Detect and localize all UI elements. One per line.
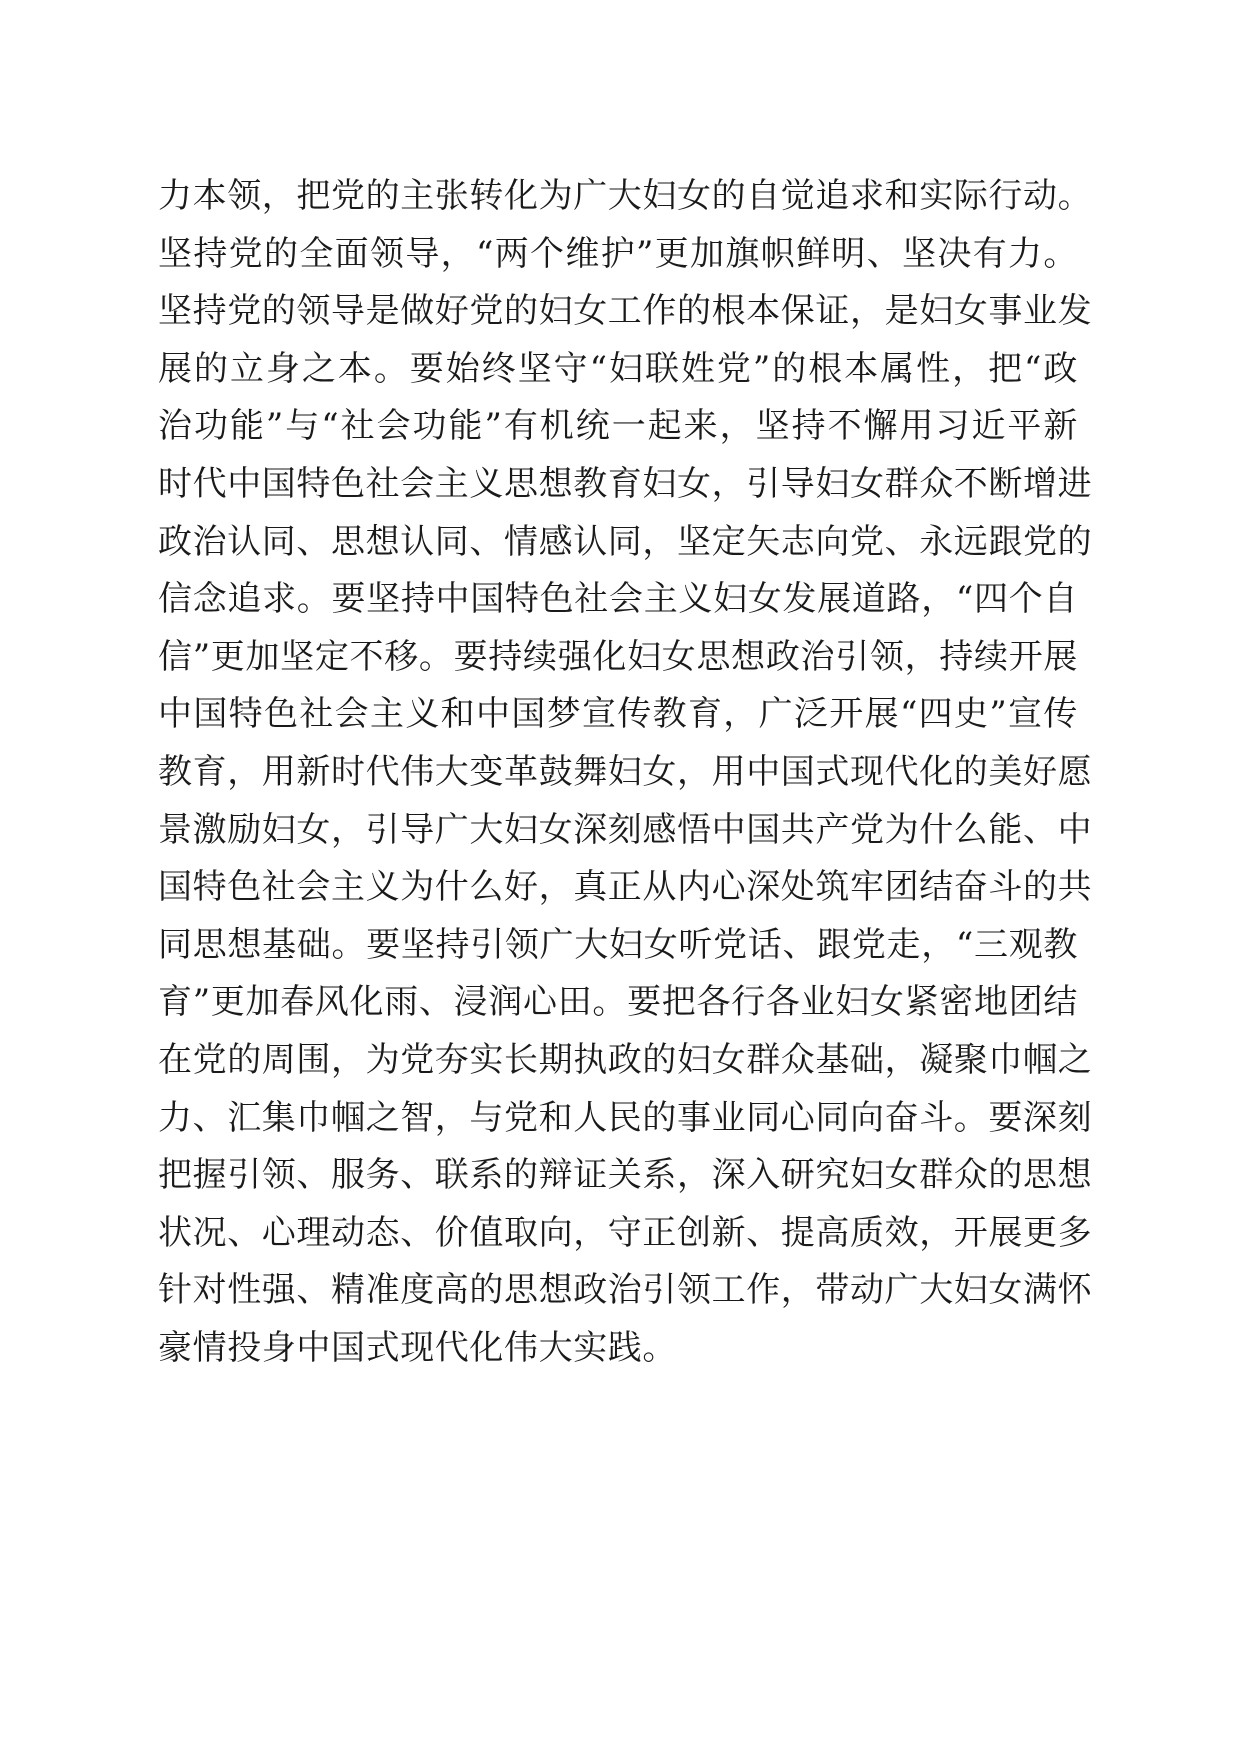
text-line: 力、汇集巾帼之智，与党和人民的事业同心同向奋斗。要深刻 <box>158 1097 1093 1138</box>
text-line: 针对性强、精准度高的思想政治引领工作，带动广大妇女满怀 <box>158 1270 1093 1311</box>
text-line: 信”更加坚定不移。要持续强化妇女思想政治引领，持续开展 <box>158 636 1078 677</box>
text-line: 把握引领、服务、联系的辩证关系，深入研究妇女群众的思想 <box>158 1155 1093 1196</box>
text-line: 展的立身之本。要始终坚守“妇联姓党”的根本属性，把“政 <box>158 348 1078 389</box>
text-line: 政治认同、思想认同、情感认同，坚定矢志向党、永远跟党的 <box>158 521 1093 562</box>
text-line: 时代中国特色社会主义思想教育妇女，引导妇女群众不断增进 <box>158 463 1093 504</box>
text-line: 在党的周围，为党夯实长期执政的妇女群众基础，凝聚巾帼之 <box>158 1039 1093 1080</box>
text-line: 景激励妇女，引导广大妇女深刻感悟中国共产党为什么能、中 <box>158 809 1093 850</box>
text-line: 信念追求。要坚持中国特色社会主义妇女发展道路，“四个自 <box>158 579 1078 620</box>
text-line: 坚持党的领导是做好党的妇女工作的根本保证，是妇女事业发 <box>158 291 1093 332</box>
text-line: 坚持党的全面领导，“两个维护”更加旗帜鲜明、坚决有力。 <box>158 233 1078 274</box>
text-line: 国特色社会主义为什么好，真正从内心深处筑牢团结奋斗的共 <box>158 867 1093 908</box>
text-line: 状况、心理动态、价值取向，守正创新、提高质效，开展更多 <box>158 1212 1093 1253</box>
text-line: 育”更加春风化雨、浸润心田。要把各行各业妇女紧密地团结 <box>158 982 1078 1023</box>
text-line: 力本领，把党的主张转化为广大妇女的自觉追求和实际行动。 <box>158 176 1093 216</box>
body-text <box>158 168 1093 1377</box>
text-line: 中国特色社会主义和中国梦宣传教育，广泛开展“四史”宣传 <box>158 694 1078 735</box>
text-line: 同思想基础。要坚持引领广大妇女听党话、跟党走，“三观教 <box>158 924 1078 965</box>
text-line: 治功能”与“社会功能”有机统一起来，坚持不懈用习近平新 <box>158 406 1078 447</box>
text-line: 教育，用新时代伟大变革鼓舞妇女，用中国式现代化的美好愿 <box>158 751 1093 792</box>
text-line: 豪情投身中国式现代化伟大实践。 <box>158 1327 677 1368</box>
